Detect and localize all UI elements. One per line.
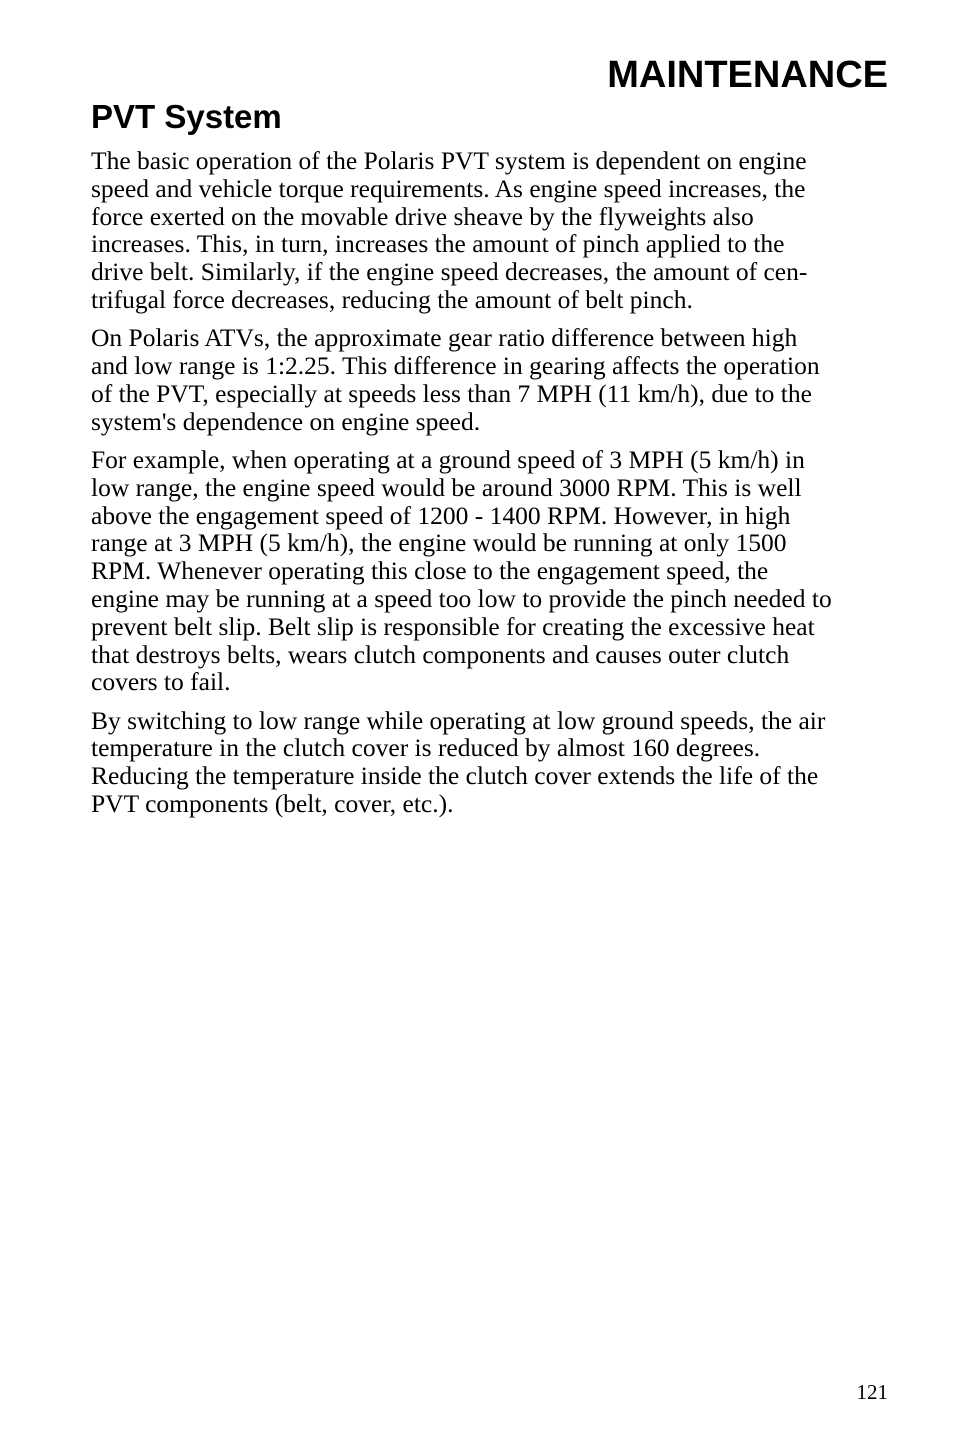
text-line: above the engagement speed of 1200 - 1400 RPM. However, in high bbox=[91, 500, 791, 530]
text-line: The basic operation of the Polaris PVT system is dependent on engine bbox=[91, 146, 807, 175]
paragraph bbox=[91, 707, 891, 818]
text-line: engine may be running at a speed too low to provide the pinch needed to bbox=[91, 583, 832, 613]
text-line: range at 3 MPH (5 km/h), the engine would be running at only 1500 bbox=[91, 528, 787, 558]
text-line: temperature in the clutch cover is reduced by almost 160 degrees. bbox=[91, 733, 761, 763]
text-line: system's dependence on engine speed. bbox=[91, 406, 481, 436]
text-line: covers to fail. bbox=[91, 667, 231, 697]
text-line: For example, when operating at a ground speed of 3 MPH (5 km/h) in bbox=[91, 444, 805, 474]
text-line: prevent belt slip. Belt slip is responsible for creating the excessive heat bbox=[91, 611, 815, 641]
paragraph bbox=[91, 147, 891, 314]
body-text bbox=[91, 147, 891, 828]
text-line: trifugal force decreases, reducing the amount of belt pinch. bbox=[91, 284, 693, 314]
text-line: RPM. Whenever operating this close to the engagement speed, the bbox=[91, 556, 769, 586]
text-line: force exerted on the movable drive sheave by the flyweights also bbox=[91, 201, 754, 231]
text-line: Reducing the temperature inside the clutch cover extends the life of the bbox=[91, 761, 819, 791]
text-line: PVT components (belt, cover, etc.). bbox=[91, 789, 454, 819]
page-title: PVT System bbox=[91, 98, 282, 135]
text-line: On Polaris ATVs, the approximate gear ratio difference between high bbox=[91, 323, 798, 353]
text-line: of the PVT, especially at speeds less than 7 MPH (11 km/h), due to the bbox=[91, 378, 812, 408]
text-line: increases. This, in turn, increases the amount of pinch applied to the bbox=[91, 229, 785, 259]
paragraph bbox=[91, 446, 891, 696]
text-line: By switching to low range while operating at low ground speeds, the air bbox=[91, 705, 826, 735]
paragraph bbox=[91, 324, 891, 435]
text-line: low range, the engine speed would be around 3000 RPM. This is well bbox=[91, 472, 802, 502]
section-header: MAINTENANCE bbox=[607, 54, 888, 96]
text-line: speed and vehicle torque requirements. As engine speed increases, the bbox=[91, 173, 806, 203]
page-number: 121 bbox=[856, 1380, 888, 1404]
text-line: drive belt. Similarly, if the engine speed decreases, the amount of cen- bbox=[91, 257, 808, 287]
text-line: that destroys belts, wears clutch components and causes outer clutch bbox=[91, 639, 790, 669]
text-line: and low range is 1:2.25. This difference in gearing affects the operation bbox=[91, 351, 820, 381]
